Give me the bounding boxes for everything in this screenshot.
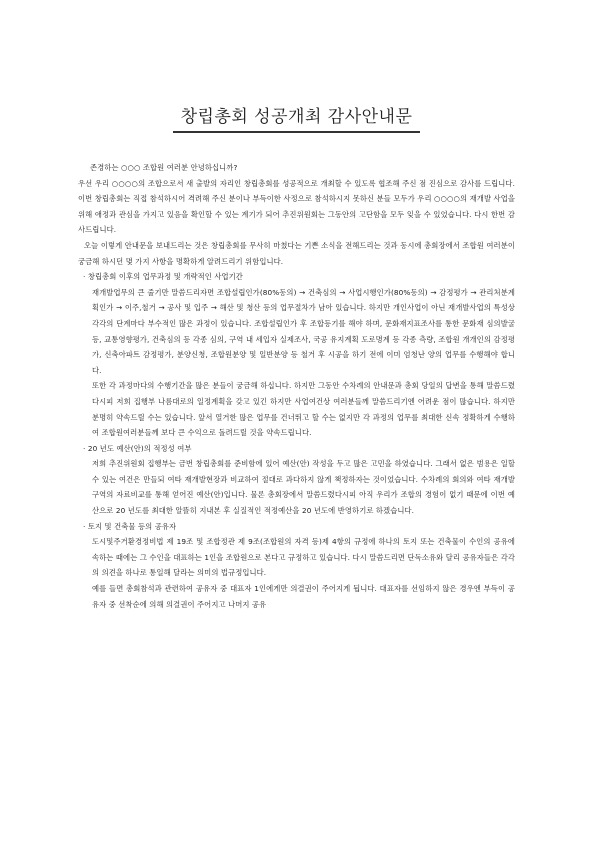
greeting: 존경하는 ○○○ 조합원 여러분 안녕하십니까?: [90, 163, 238, 172]
intro-paragraph-2: 오늘 이렇게 안내문을 보내드리는 것은 창립총회를 무사히 마쳤다는 기쁜 소식을 전해드리는 것과 동시에 총회장에서 조합원 여러분이 궁금해 하시던 몇 가지 사항을 명확하게 알려드리기 위함입니다.: [78, 240, 515, 266]
section-heading-budget: · 20 년도 예산(안)의 적정성 여부: [83, 443, 192, 453]
section-paragraph: 재개발업무의 큰 줄기만 말씀드리자면 조합설립인가(80%동의) → 건축심의 → 사업시행인가(80%동의) → 감정평가 → 관리처분계획인가 → 이주,철거 → 공사 및 입주 → 해산 및 청산 등의 업무절차가 남아 있습니다. 하지만 개인사업이 아닌 재개발사업의 특성상 각각의 단계마다 부수적인 많은 과정이 있습니다. 조합설립인가 후 조합등기를 해야 하며, 문화재지표조사를 통한 문화재 심의발굴 등, 교통영향평가, 건축심의 등 각종 심의, 구역 내 세입자 실제조사, 국공 유지계획 도로명계 등 각종 측량, 조합원 개개인의 감정평가, 신축아파트 감정평가, 분양신청, 조합원분양 및 일반분양 등 철거 후 시공을 하기 전에 이미 엄청난 양의 업무를 수행해야 합니다.: [92, 287, 515, 375]
section-paragraph: 저희 추진위원회 집행부는 금번 창립총회를 준비함에 있어 예산(안) 작성을 두고 많은 고민을 하였습니다. 그래서 없은 범용은 일할 수 있는 여건은 만들되 여타 재개발현장과 비교하여 절대로 과다하지 않게 책정하자는 것이었습니다. 수차례의 회의와 여타 재개발구역의 자료비교를 통해 얻어진 예산(안)입니다. 물론 총회장에서 말씀드렸다시피 아직 우리가 조합의 경험이 없기 때문에 이번 예산으로 20 년도를 최대한 알뜰히 지내본 후 실질적인 적정예산을 20 년도에 반영하기로 하겠습니다.: [92, 459, 515, 516]
section-heading-schedule: · 창립총회 이후의 업무과정 및 개략적인 사업기간: [83, 272, 243, 282]
intro-paragraph-1: 우선 우리 ○○○○의 조합으로서 새 출발의 자리인 창립총회를 성공적으로 개최할 수 있도록 협조해 주신 점 진심으로 감사를 드립니다. 이번 창립총회는 직접 참석하시어 격려해 주신 분이나 부득이한 사정으로 참석하시지 못하신 분들 모두가 우리 ○○○○의 재개발 사업을 위해 애정과 관심을 가지고 있음을 확인할 수 있는 계기가 되어 추진위원회는 그동안의 고단함을 모두 잊을 수 있었습니다. 다시 한번 감사드립니다.: [78, 178, 515, 235]
document-title: 창립총회 성공개최 감사안내문: [173, 102, 421, 133]
section-heading-co-owners: · 토지 및 건축물 등의 공유자: [83, 521, 177, 531]
section-paragraph: 예를 들면 총회참석과 관련하여 공유자 중 대표자 1인에게만 의결권이 주어지게 됩니다. 대표자를 선임하지 않은 경우엔 부득이 공유자 중 선착순에 의해 의결권이 주어지고 나머지 공유: [92, 584, 515, 609]
document-body: [78, 160, 515, 612]
section-paragraph: 또한 각 과정마다의 수행기간을 많은 분들이 궁금해 하십니다. 하지만 그동안 수차례의 안내문과 총회 당일의 답변을 통해 말씀드렸다시피 저희 집행부 나름대로의 일정계획을 갖고 있긴 하지만 사업여건상 여러분들께 말씀드리기엔 어려운 점이 많습니다. 하지만 분명히 약속드릴 수는 있습니다. 앞서 열거한 많은 업무를 건너뛰고 할 수는 없지만 각 과정의 업무를 최대한 신속 정확하게 수행하여 조합원여러분들께 보다 큰 수익으로 돌려드릴 것을 약속드립니다.: [92, 381, 515, 438]
title-wrap: [78, 0, 515, 133]
section-paragraph: 도시및주거환경정비법 제 19조 및 조합정관 제 9조(조합원의 자격 등)제 4항의 규정에 하나의 토지 또는 건축물이 수인의 공유에 속하는 때에는 그 수인을 대표하는 1인을 조합원으로 본다고 규정하고 있습니다. 다시 말씀드리면 단독소유와 달리 공유자들은 각각의 의견을 하나로 통일해 달라는 의미의 법규정입니다.: [92, 537, 515, 578]
